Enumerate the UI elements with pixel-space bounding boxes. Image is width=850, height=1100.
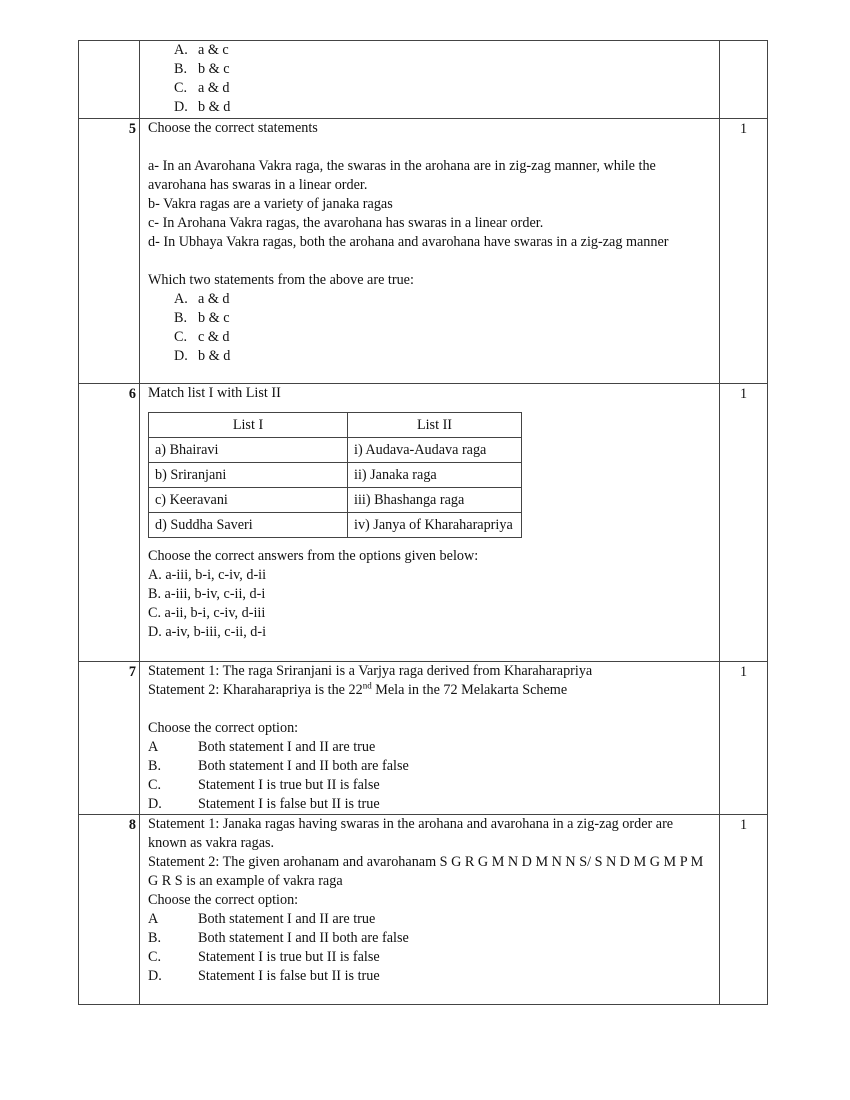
option-c: C. c & d — [174, 329, 230, 345]
question-row-7 — [79, 662, 768, 815]
question-marks: 1 — [720, 384, 768, 662]
statement-1: Statement 1: Janaka ragas having swaras in the arohana and avarohana in a zig-zag order are known as vakra ragas. — [148, 816, 674, 851]
question-marks: 1 — [720, 119, 768, 384]
match-row: a) Bhairavi i) Audava-Audava raga — [149, 438, 522, 463]
question-content — [140, 662, 720, 815]
statement-1: Statement 1: The raga Sriranjani is a Varjya raga derived from Kharaharapriya — [148, 663, 593, 679]
option-a: A. a & d — [174, 291, 230, 307]
statement-2: Statement 2: The given arohanam and avarohanam S G R G M N D M N N S/ S N D M G M P M G R S is an example of vakra raga — [148, 854, 704, 889]
question-marks: 1 — [720, 815, 768, 1005]
list-2-header: List II — [348, 413, 522, 438]
option-c: C. a & d — [174, 80, 230, 96]
option-b: B. Both statement I and II both are false — [148, 930, 409, 946]
option-b: B. b & c — [174, 310, 230, 326]
statement-c: c- In Arohana Vakra ragas, the avarohana has swaras in a linear order. — [148, 215, 544, 231]
option-b: B. a-iii, b-iv, c-ii, d-i — [148, 586, 266, 602]
option-b: B. Both statement I and II both are false — [148, 758, 409, 774]
match-row: c) Keeravani iii) Bhashanga raga — [149, 488, 522, 513]
option-c: C. Statement I is true but II is false — [148, 949, 380, 965]
question-number — [79, 41, 140, 119]
question-text: Which two statements from the above are true: — [148, 272, 414, 288]
question-marks — [720, 41, 768, 119]
option-d: D. b & d — [174, 348, 231, 364]
question-content — [140, 384, 720, 662]
match-header-row — [149, 413, 522, 438]
question-prompt: Match list I with List II — [148, 385, 281, 401]
question-number: 6 — [79, 384, 140, 662]
question-number: 5 — [79, 119, 140, 384]
question-row-4-continued — [79, 41, 768, 119]
option-d: D. Statement I is false but II is true — [148, 968, 380, 984]
option-a: A Both statement I and II are true — [148, 739, 376, 755]
option-c: C. a-ii, b-i, c-iv, d-iii — [148, 605, 266, 621]
question-text: Choose the correct answers from the options given below: — [148, 548, 479, 564]
statement-d: d- In Ubhaya Vakra ragas, both the arohana and avarohana have swaras in a zig-zag manner — [148, 234, 669, 250]
option-b: B. b & c — [174, 61, 230, 77]
question-content — [140, 41, 720, 119]
option-d: D. Statement I is false but II is true — [148, 796, 380, 812]
match-row: d) Suddha Saveri iv) Janya of Kharaharapriya — [149, 513, 522, 538]
question-marks: 1 — [720, 662, 768, 815]
option-a: A. a-iii, b-i, c-iv, d-ii — [148, 567, 267, 583]
question-content — [140, 815, 720, 1005]
question-text: Choose the correct option: — [148, 720, 299, 736]
statement-b: b- Vakra ragas are a variety of janaka ragas — [148, 196, 393, 212]
list-1-header: List I — [149, 413, 348, 438]
question-number: 7 — [79, 662, 140, 815]
question-number: 8 — [79, 815, 140, 1005]
question-row-5 — [79, 119, 768, 384]
question-row-8 — [79, 815, 768, 1005]
option-d: D. a-iv, b-iii, c-ii, d-i — [148, 624, 267, 640]
match-table — [148, 412, 522, 538]
option-d: D. b & d — [174, 99, 231, 115]
question-table — [78, 40, 768, 1005]
statement-2: Statement 2: Kharaharapriya is the 22nd Mela in the 72 Melakarta Scheme — [148, 680, 568, 698]
option-c: C. Statement I is true but II is false — [148, 777, 380, 793]
question-row-6 — [79, 384, 768, 662]
question-text: Choose the correct option: — [148, 892, 299, 908]
match-row: b) Sriranjani ii) Janaka raga — [149, 463, 522, 488]
statement-a: a- In an Avarohana Vakra raga, the swaras in the arohana are in zig-zag manner, while the avarohana has swaras in a linear order. — [148, 158, 656, 193]
question-prompt: Choose the correct statements — [148, 120, 318, 136]
question-content — [140, 119, 720, 384]
option-a: A Both statement I and II are true — [148, 911, 376, 927]
option-a: A. a & c — [174, 42, 229, 58]
